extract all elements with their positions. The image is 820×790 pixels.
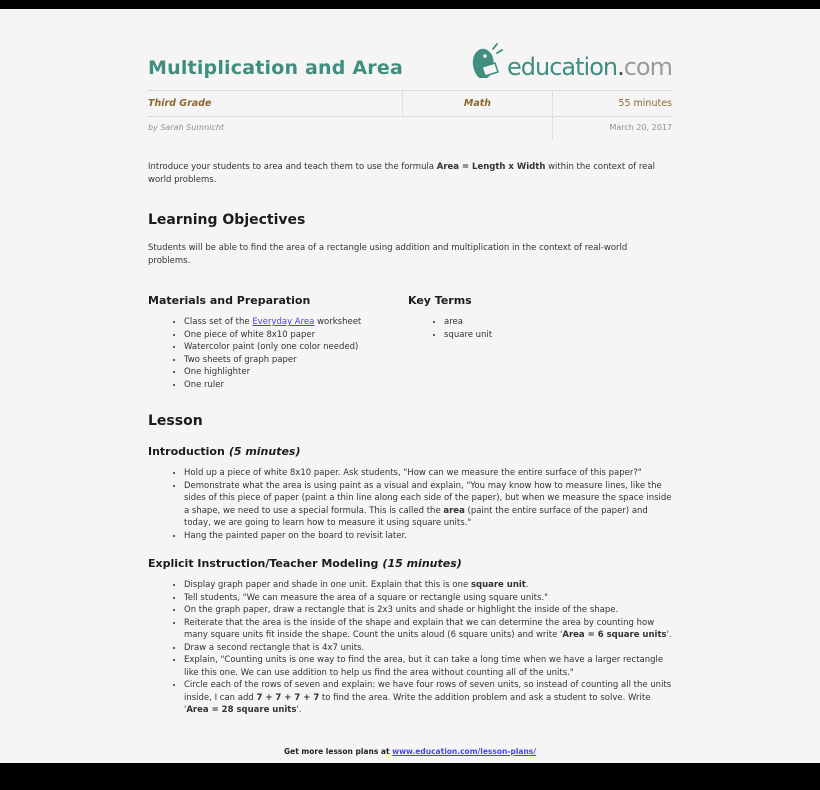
list-item: • Draw a second rectangle that is 4x7 units. [184, 642, 672, 655]
list-item: • One piece of white 8x10 paper [184, 329, 408, 342]
list-item: • Hang the painted paper on the board to revisit later. [184, 530, 672, 543]
list-item: • Hold up a piece of white 8x10 paper. Ask students, "How can we measure the entire surface of this paper?" [184, 467, 672, 480]
list-item: • On the graph paper, draw a rectangle that is 2x3 units and shade or highlight the inside of the shape. [184, 604, 672, 617]
grade-level: Third Grade [148, 91, 403, 116]
inline-link[interactable]: Everyday Area [252, 317, 315, 327]
list-item: • Class set of the Everyday Area worksheet [184, 316, 408, 329]
logo-wordmark [507, 54, 672, 80]
byline-row [148, 117, 672, 139]
key-terms-heading: Key Terms [408, 294, 472, 307]
list-item: • Two sheets of graph paper [184, 354, 408, 367]
section-title: Explicit Instruction/Teacher Modeling [148, 557, 379, 570]
meta-row [148, 91, 672, 117]
footer-note: Get more lesson plans at www.education.com/lesson-plans/ [283, 746, 536, 756]
lesson-heading: Lesson [148, 413, 203, 429]
list-item: • One ruler [184, 379, 408, 392]
list-item: • Tell students, "We can measure the area of a square or rectangle using square units." [184, 592, 672, 605]
list-item: • Explain, "Counting units is one way to find the area, but it can take a long time when we have a larger rectangle like this one. We can use addition to help us find the area without counting all of the units." [184, 654, 672, 679]
lesson-plan-document [148, 9, 672, 756]
section-duration: (15 minutes) [382, 557, 462, 570]
list-item: • Demonstrate what the area is using paint as a visual and explain, "You may know how to measure lines, like the sides of this piece of paper (paint a thin line along each side of the paper), but when we measure the space inside a shape, we need to use a special formula. This is called the area (paint the entire surface of the paper) and today, we are going to learn how to measure it using square units." [184, 480, 672, 530]
inline-link[interactable]: www.education.com/lesson-plans/ [392, 746, 536, 756]
list-item: • Circle each of the rows of seven and explain: we have four rows of seven units, so instead of counting all the units inside, I can add 7 + 7 + 7 + 7 to find the area. Write the addition problem and ask a student to solve. Write 'Area = 28 square units'. [184, 679, 672, 717]
intro-paragraph: Introduce your students to area and teach them to use the formula Area = Length x Width within the context of real world problems. [148, 162, 655, 185]
section-title: Introduction [148, 445, 225, 458]
explicit-instruction-steps [148, 579, 672, 717]
list-item: • area [444, 316, 672, 329]
list-item: • square unit [444, 329, 672, 342]
education-com-logo [470, 42, 672, 80]
key-terms-section [408, 294, 672, 391]
list-item: • One highlighter [184, 366, 408, 379]
list-item: • Display graph paper and shade in one unit. Explain that this is one square unit. [184, 579, 672, 592]
materials-list [148, 316, 408, 391]
logo-brand-text: education [507, 53, 618, 81]
author-byline: by Sarah Sumnicht [148, 117, 553, 139]
materials-key-terms-section [148, 294, 672, 391]
key-terms-list [408, 316, 672, 341]
subject: Math [403, 91, 553, 116]
list-item: • Watercolor paint (only one color needed) [184, 341, 408, 354]
learning-objectives-body: Students will be able to find the area of a rectangle using addition and multiplication in the context of real-world problems. [148, 243, 628, 266]
explicit-instruction-heading [148, 557, 672, 570]
list-item: • Reiterate that the area is the inside of the shape and explain that we can determine the area by counting how many square units fit inside the shape. Count the units aloud (6 square units) and write 'Area = 6 square units'. [184, 617, 672, 642]
learning-objectives-heading: Learning Objectives [148, 212, 306, 228]
publish-date: March 20, 2017 [609, 123, 672, 132]
materials-section [148, 294, 408, 391]
bottom-letterbox-bar [0, 763, 820, 790]
top-letterbox-bar [0, 0, 820, 9]
logo-dot: . [617, 53, 624, 81]
section-duration: (5 minutes) [228, 445, 301, 458]
logo-tld-text: com [623, 53, 672, 81]
page-title: Multiplication and Area [148, 57, 403, 79]
materials-heading: Materials and Preparation [148, 294, 311, 307]
introduction-steps [148, 467, 672, 542]
owl-reading-book-icon [470, 42, 504, 80]
duration: 55 minutes [618, 98, 672, 109]
introduction-heading [148, 445, 672, 458]
document-header [148, 9, 672, 91]
